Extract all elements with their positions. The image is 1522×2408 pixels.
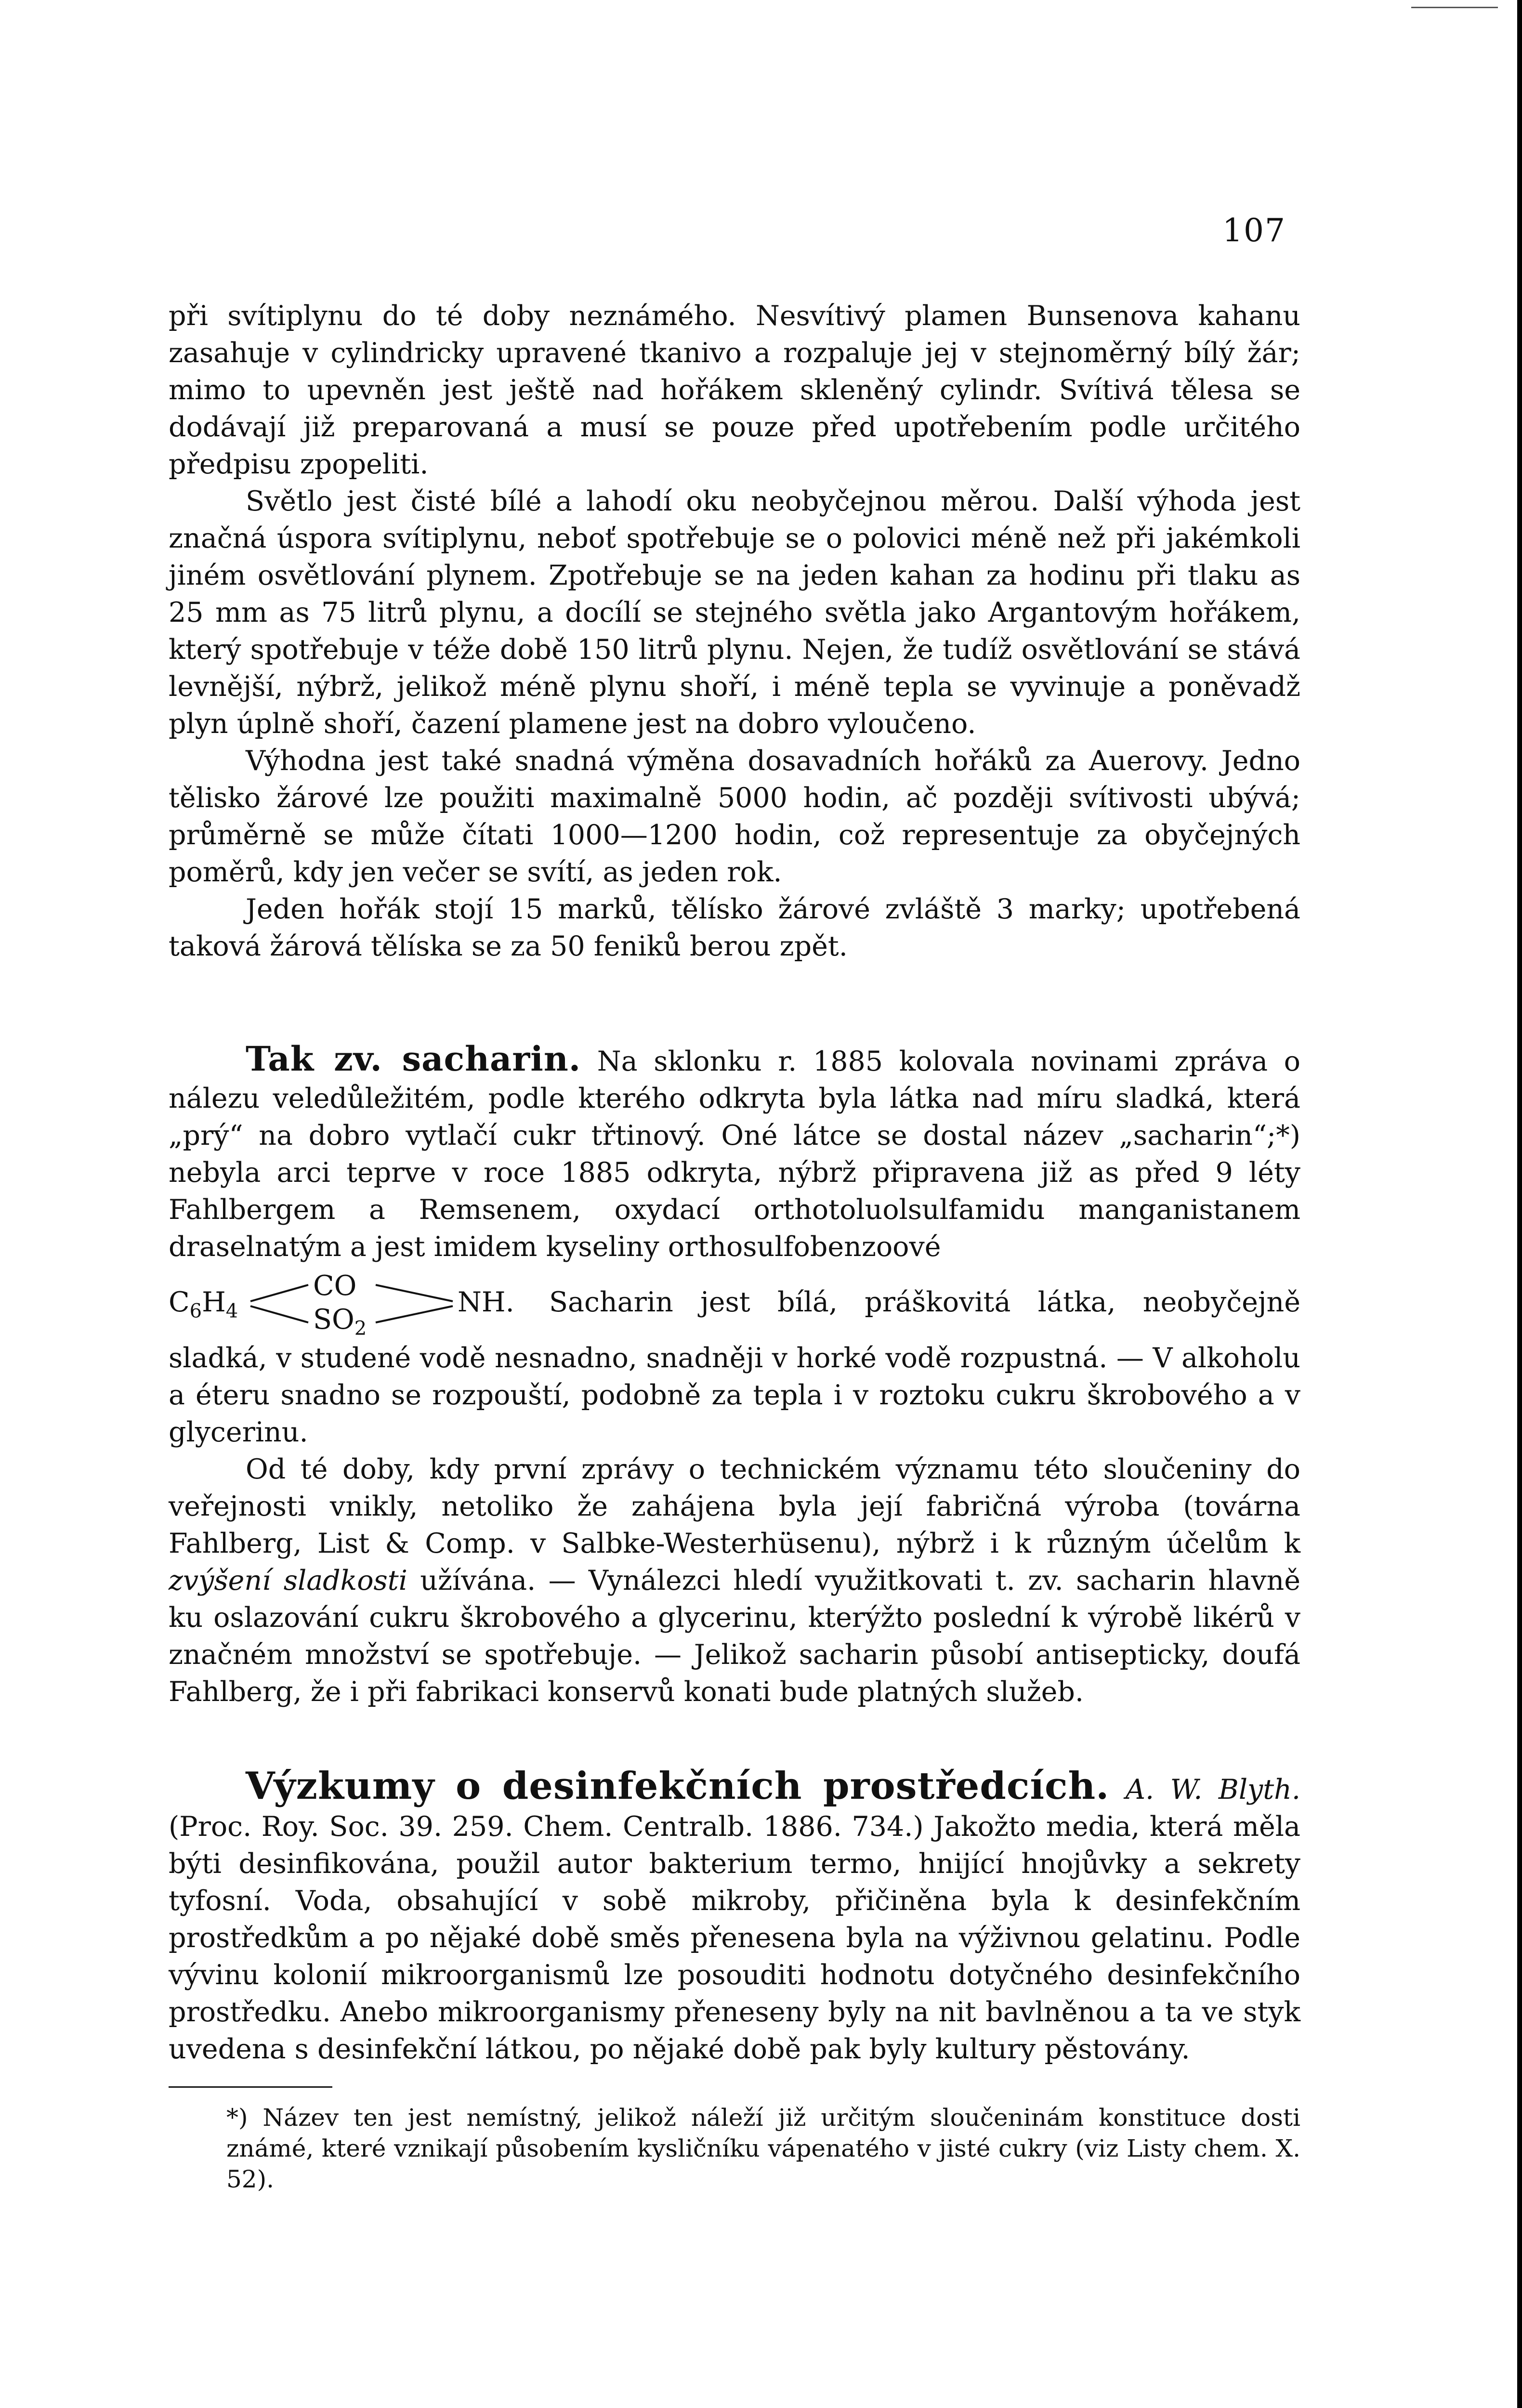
paragraph-continuation: při svítiplynu do té doby neznámého. Nesvítivý plamen Bunsenova kahanu zasahuje v cylindricky upravené tkanivo a rozpaluje jej v stejnoměrný bílý žár; mimo to upevněn jest ještě nad hořákem skleněný cylindr. Svítivá tělesa se dodávají již preparovaná a musí se pouze před upotřebením podle určitého předpisu zpopeliti.	[169, 300, 1300, 480]
scan-edge-mark	[1411, 7, 1498, 12]
saccharin-intro: Na sklonku r. 1885 kolovala novinami zpráva o nálezu veledůležitém, podle kterého odkryta byla látka nad míru sladká, která „prý“ na dobro vytlačí cukr třtinový. Oné látce se dostal název „sacharin“;*) nebyla arci teprve v roce 1885 odkryta, nýbrž připravena již as před 9 léty Fahlbergem a Remsenem, oxydací orthotoluolsulfamidu manganistanem draselnatým a jest imidem kyseliny orthosulfobenzoové	[169, 1046, 1300, 1263]
footnote	[169, 2102, 1300, 2195]
paragraph-burner-exchange: Výhodna jest také snadná výměna dosavadních hořáků za Auerovy. Jedno tělisko žárové lze použiti maximalně 5000 hodin, ač později svítivosti ubývá; průměrně se může čítati 1000—1200 hodin, což representuje za obyčejných poměrů, kdy jen večer se svítí, as jeden rok.	[169, 745, 1300, 888]
saccharin-solubility: sladká, v studené vodě nesnadno, snadněji v horké vodě rozpustná. — V alkoholu a éteru snadno se rozpouští, podobně za tepla i v roztoku cukru škrobového a v glycerinu.	[169, 1342, 1300, 1448]
saccharin-heading: Tak zv. sacharin.	[246, 1039, 581, 1079]
saccharin-production: Od té doby, kdy první zprávy o technickém významu této sloučeniny do veřejnosti vnikly, netoliko že zahájena byla její fabričná výroba (továrna Fahlberg, List & Comp. v Salbke-Westerhüsenu), nýbrž i k různým účelům k zvýšení sladkosti užívána. — Vynálezci hledí využitkovati t. zv. sacharin hlavně ku oslazování cukru škrobového a glycerinu, kterýžto poslední k výrobě likérů v značném množství se spotřebuje. — Jelikož sacharin působí antisepticky, doufá Fahlberg, že i při fabrikaci konservů konati bude platných služeb.	[169, 1453, 1300, 1708]
formula-trailing-text: Sacharin jest bílá, práškovitá látka, neobyčejně	[549, 1286, 1300, 1318]
saccharin-formula	[169, 1268, 1300, 1340]
italic-phrase: zvýšení sladkosti	[169, 1565, 407, 1597]
formula-imide: NH.	[458, 1286, 514, 1318]
mantle-section	[169, 298, 1300, 965]
saccharin-section	[169, 1040, 1300, 1711]
paragraph-light-quality: Světlo jest čisté bílé a lahodí oku neobyčejnou měrou. Další výhoda jest značná úspora svítiplynu, neboť spotřebuje se o polovici méně než při jakémkoli jiném osvětlování plynem. Zpotřebuje se na jeden kahan za hodinu při tlaku as 25 mm as 75 litrů plynu, a docílí se stejného světla jako Argantovým hořákem, který spotřebuje v téže době 150 litrů plynu. Nejen, že tudíž osvětlování se stává levnější, nýbrž, jelikož méně plynu shoří, i méně tepla se vyvinuje a poněvadž plyn úplně shoří, čazení plamene jest na dobro vyloučeno.	[169, 485, 1300, 740]
formula-sulfonyl: $SO_2$	[313, 1304, 367, 1340]
page-number: 107	[1222, 212, 1286, 249]
footnote-divider	[169, 2086, 332, 2088]
paragraph-burner-price: Jeden hořák stojí 15 marků, tělísko žárové zvláště 3 marky; upotřebená taková žárová tělíska se za 50 feniků berou zpět.	[169, 893, 1300, 962]
formula-carbonyl: CO	[313, 1270, 357, 1302]
disinfectant-text: (Proc. Roy. Soc. 39. 259. Chem. Centralb. 1886. 734.) Jakožto media, která měla býti desinfikována, použil autor bakterium termo, hnijící hnojůvky a sekrety tyfosní. Voda, obsahující v sobě mikroby, přičiněna byla k desinfekčním prostředkům a po nějaké době směs přenesena byla na výživnou gelatinu. Podle vývinu kolonií mikroorganismů lze posouditi hodnotu dotyčného desinfekčního prostředku. Anebo mikroorganismy přeneseny byly na nit bavlněnou a ta ve styk uvedena s desinfekční látkou, po nějaké době pak byly kultury pěstovány.	[169, 1811, 1300, 2065]
footnote-marker: *)	[226, 2104, 248, 2132]
formula-benzene-ring: $C_6H_4$	[169, 1286, 238, 1322]
disinfectant-heading: Výzkumy o desinfekčních prostředcích.	[246, 1764, 1110, 1808]
disinfectant-author: A. W. Blyth.	[1125, 1774, 1300, 1806]
footnote-text: Název ten jest nemístný, jelikož náleží již určitým sloučeninám konstituce dosti známé, které vznikají působením kysličníku vápenatého v jisté cukry (viz Listy chem. X. 52).	[226, 2104, 1300, 2193]
disinfectant-section	[169, 1764, 1300, 2195]
